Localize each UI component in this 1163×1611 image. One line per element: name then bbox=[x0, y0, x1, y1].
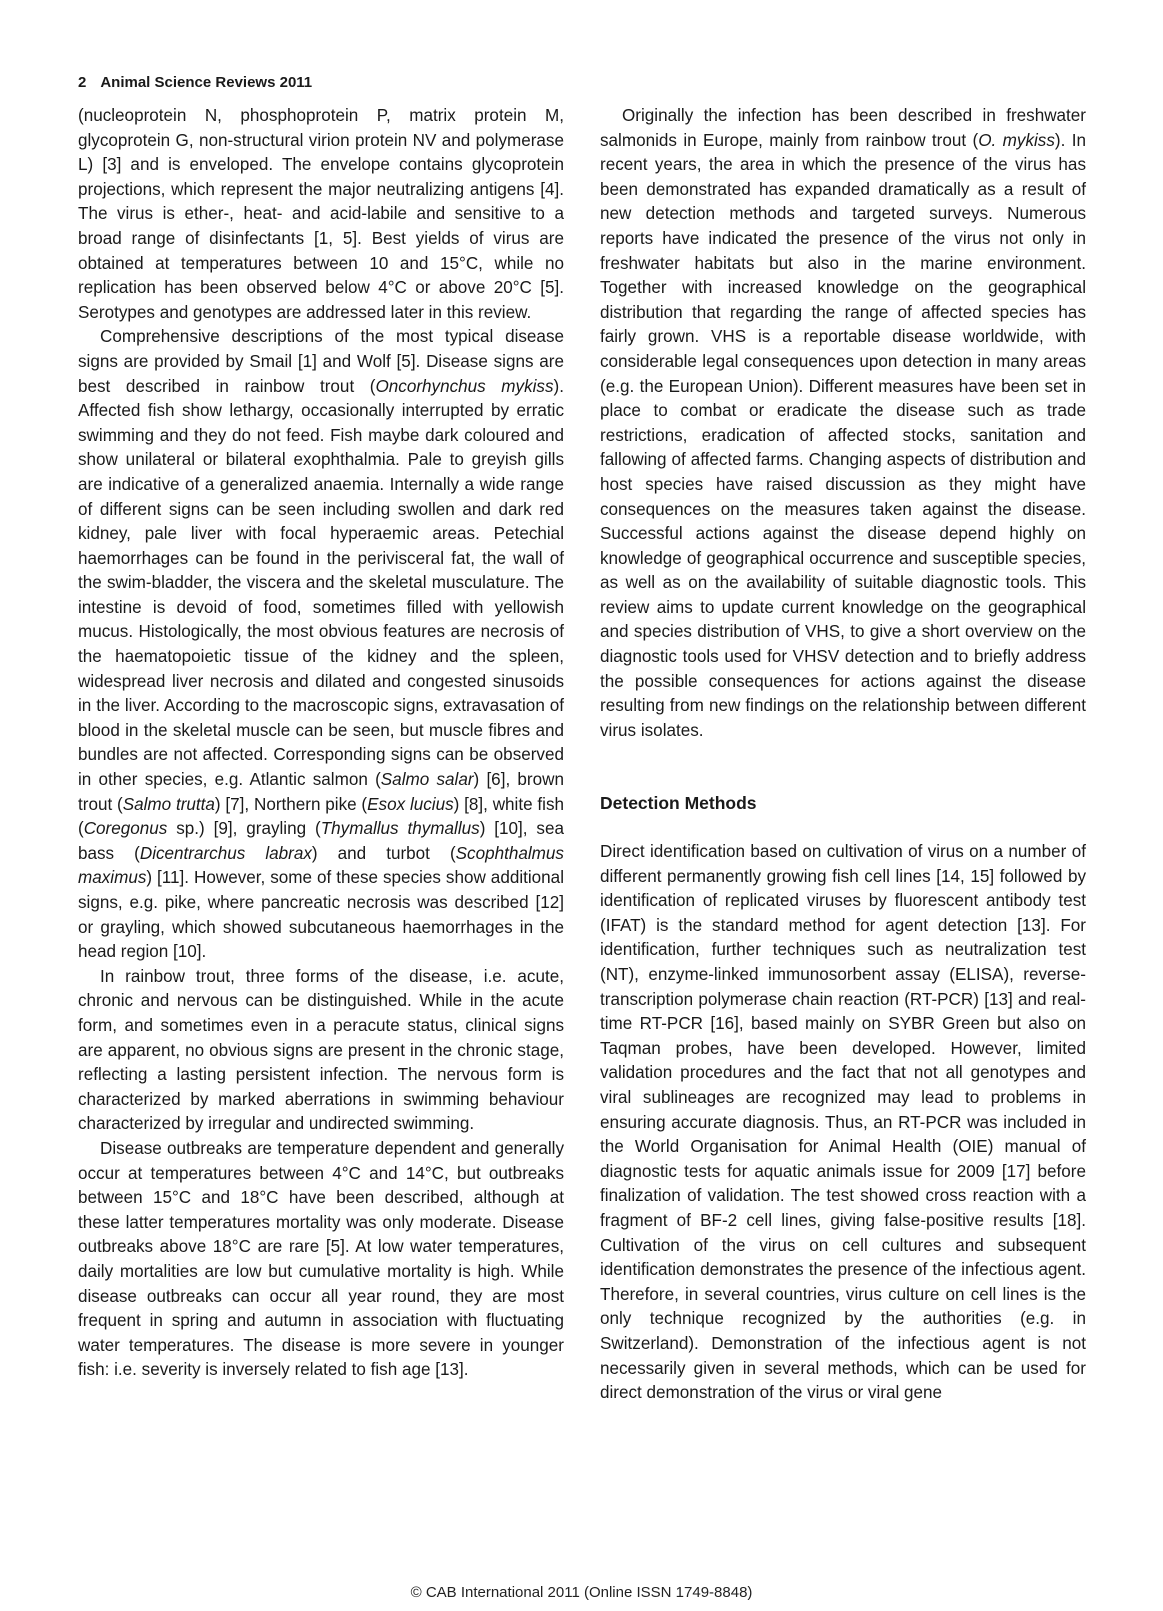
paragraph: In rainbow trout, three forms of the disease, i.e. acute, chronic and nervous can be distinguished. While in the acute form, and sometimes even in a peracute status, clinical signs are apparent, no obvious signs are present in the chronic stage, reflecting a lasting persistent infection. The nervous form is characterized by marked aberrations in swimming behaviour characterized by irregular and undirected swimming. bbox=[78, 966, 564, 1134]
paragraph: Comprehensive descriptions of the most typical disease signs are provided by Smail [1] and Wolf [5]. Disease signs are best described in rainbow trout (Oncorhynchus mykiss). Affected fish show lethargy, occasionally interrupted by erratic swimming and they do not feed. Fish maybe dark coloured and show unilateral or bilateral exophthalmia. Pale to greyish gills are indicative of a generalized anaemia. Internally a wide range of different signs can be seen including swollen and dark red kidney, pale liver with focal hyperaemic areas. Petechial haemorrhages can be found in the perivisceral fat, the wall of the swim-bladder, the viscera and the skeletal musculature. The intestine is devoid of food, sometimes filled with yellowish mucus. Histologically, the most obvious features are necrosis of the haematopoietic tissue of the kidney and the spleen, widespread liver necrosis and dilated and congested sinusoids in the liver. According to the macroscopic signs, extravasation of blood in the skeletal muscle can be seen, but muscle fibres and bundles are not affected. Corresponding signs can be observed in other species, e.g. Atlantic salmon (Salmo salar) [6], brown trout (Salmo trutta) [7], Northern pike (Esox lucius) [8], white fish (Coregonus sp.) [9], grayling (Thymallus thymallus) [10], sea bass (Dicentrarchus labrax) and turbot (Scophthalmus maximus) [11]. However, some of these species show additional signs, e.g. pike, where pancreatic necrosis was described [12] or grayling, which showed subcutaneous haemorrhages in the head region [10]. bbox=[78, 327, 565, 962]
paragraph: Originally the infection has been described in freshwater salmonids in Europe, mainly from rainbow trout (O. mykiss). In recent years, the area in which the presence of the virus has been demonstrated has expanded dramatically as a result of new detection methods and targeted surveys. Numerous reports have indicated the presence of the virus not only in freshwater habitats but also in the marine environment. Together with increased knowledge on the geographical distribution that regarding the range of affected species has fairly grown. VHS is a reportable disease worldwide, with considerable legal consequences upon detection in many areas (e.g. the European Union). Different measures have been set in place to combat or eradicate the disease such as trade restrictions, eradication of affected stocks, sanitation and fallowing of affected farms. Changing aspects of distribution and host species have raised discussion as they might have consequences on the measures taken against the disease. Successful actions against the disease depend highly on knowledge of geographical occurrence and susceptible species, as well as on the availability of suitable diagnostic tools. This review aims to update current knowledge on the geographical and species distribution of VHS, to give a short overview on the diagnostic tools used for VHSV detection and to briefly address the possible consequences for actions against the disease resulting from new findings on the relationship between different virus isolates. bbox=[600, 106, 1086, 740]
page-number: 2 bbox=[78, 74, 87, 91]
copyright-footer: © CAB International 2011 (Online ISSN 1749-8848) bbox=[410, 1584, 753, 1601]
running-head bbox=[78, 74, 312, 91]
left-column bbox=[78, 104, 564, 1383]
section-heading: Detection Methods bbox=[600, 793, 757, 814]
right-column bbox=[600, 104, 1086, 1406]
paragraph: (nucleoprotein N, phosphoprotein P, matrix protein M, glycoprotein G, non-structural virion protein NV and polymerase L) [3] and is enveloped. The envelope contains glycoprotein projections, which represent the major neutralizing antigens [4]. The virus is ether-, heat- and acid-labile and sensitive to a broad range of disinfectants [1, 5]. Best yields of virus are obtained at temperatures between 10 and 15°C, while no replication has been observed below 4°C or above 20°C [5]. Serotypes and genotypes are addressed later in this review. bbox=[78, 106, 564, 322]
paragraph: Disease outbreaks are temperature dependent and generally occur at temperatures between 4°C and 14°C, but outbreaks between 15°C and 18°C have been described, although at these latter temperatures mortality was only moderate. Disease outbreaks above 18°C are rare [5]. At low water temperatures, daily mortalities are low but cumulative mortality is high. While disease outbreaks can occur all year round, they are most frequent in spring and autumn in association with fluctuating water temperatures. The disease is more severe in younger fish: i.e. severity is inversely related to fish age [13]. bbox=[78, 1138, 564, 1380]
journal-title: Animal Science Reviews 2011 bbox=[100, 74, 313, 91]
paragraph: Direct identification based on cultivation of virus on a number of different permanently growing fish cell lines [14, 15] followed by identification of replicated viruses by fluorescent antibody test (IFAT) is the standard method for agent detection [13]. For identification, further techniques such as neutralization test (NT), enzyme-linked immunosorbent assay (ELISA), reverse-transcription polymerase chain reaction (RT-PCR) [13] and real-time RT-PCR [16], based mainly on SYBR Green but also on Taqman probes, have been developed. However, limited validation procedures and the fact that not all genotypes and viral sublineages are recognized may lead to problems in ensuring accurate diagnosis. Thus, an RT-PCR was included in the World Organisation for Animal Health (OIE) manual of diagnostic tests for aquatic animals issue for 2009 [17] before finalization of validation. The test showed cross reaction with a fragment of BF-2 cell lines, giving false-positive results [18]. Cultivation of the virus on cell cultures and subsequent identification demonstrates the presence of the infectious agent. Therefore, in several countries, virus culture on cell lines is the only technique recognized by the authorities (e.g. in Switzerland). Demonstration of the infectious agent is not necessarily given in several methods, which can be used for direct demonstration of the virus or viral gene bbox=[600, 842, 1086, 1403]
